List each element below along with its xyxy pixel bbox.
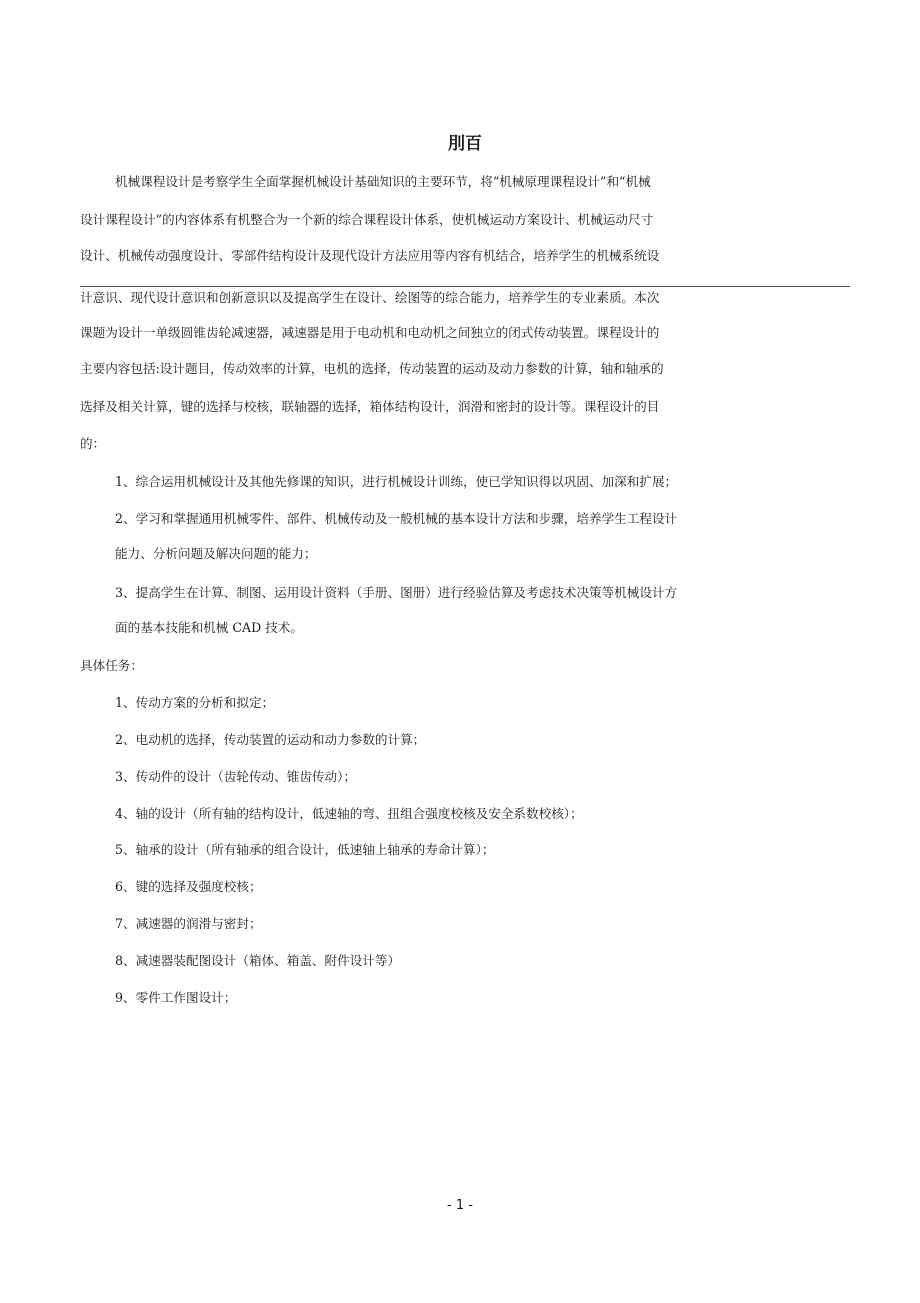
paragraph-line: 计意识、现代设计意识和创新意识以及提高学生在设计、绘图等的综合能力，培养学生的专业素质。本次 — [80, 290, 660, 305]
task-item: 5、轴承的设计（所有轴承的组合设计，低速轴上轴承的寿命计算）； — [115, 842, 495, 857]
paragraph-line: 机械课程设计是考察学生全面掌握机械设计基础知识的主要环节，将“机械原理课程设计”和“机械 — [115, 174, 651, 189]
paragraph-line: 选择及相关计算，键的选择与校核，联轴器的选择，箱体结构设计，润滑和密封的设计等。课程设计的目 — [80, 399, 660, 414]
task-item: 4、轴的设计（所有轴的结构设计，低速轴的弯、扭组合强度校核及安全系数校核）； — [115, 806, 583, 821]
objective-item-continued: 能力、分析问题及解决问题的能力； — [115, 546, 317, 561]
objective-item: 2、学习和掌握通用机械零件、部件、机械传动及一般机械的基本设计方法和步骤，培养学生工程设计 — [115, 511, 678, 526]
horizontal-rule — [80, 286, 850, 287]
objective-item-continued: 面的基本技能和机械 CAD 技术。 — [115, 620, 303, 635]
page-number: - 1 - — [447, 1198, 473, 1213]
task-item: 9、零件工作图设计； — [115, 990, 237, 1005]
paragraph-line: 主要内容包括:设计题目，传动效率的计算，电机的选择，传动装置的运动及动力参数的计算，轴和轴承的 — [80, 361, 664, 376]
task-item: 3、传动件的设计（齿轮传动、锥齿传动）； — [115, 769, 356, 784]
paragraph-line: 设计、机械传动强度设计、零部件结构设计及现代设计方法应用等内容有机结合，培养学生的机械系统设 — [80, 248, 660, 263]
task-item: 1、传动方案的分析和拟定； — [115, 695, 275, 710]
task-item: 8、减速器装配图设计（箱体、箱盖、附件设计等） — [115, 953, 401, 968]
paragraph-line: 的： — [80, 436, 106, 451]
tasks-heading: 具体任务： — [80, 658, 143, 673]
objective-item: 3、提高学生在计算、制图、运用设计资料（手册、图册）进行经验估算及考虑技术决策等机械设计方 — [115, 585, 678, 600]
task-item: 6、键的选择及强度校核； — [115, 879, 262, 894]
paragraph-line: 设计课程设计”的内容体系有机整合为一个新的综合课程设计体系，使机械运动方案设计、机械运动尺寸 — [80, 212, 654, 227]
task-item: 7、减速器的润滑与密封； — [115, 916, 262, 931]
task-item: 2、电动机的选择，传动装置的运动和动力参数的计算； — [115, 732, 426, 747]
paragraph-line: 课题为设计一单级圆锥齿轮减速器，减速器是用于电动机和电动机之间独立的闭式传动装置。课程设计的 — [80, 325, 660, 340]
page-title: 刖百 — [448, 134, 482, 154]
objective-item: 1、综合运用机械设计及其他先修课的知识，进行机械设计训练，使已学知识得以巩固、加深和扩展； — [115, 474, 678, 489]
